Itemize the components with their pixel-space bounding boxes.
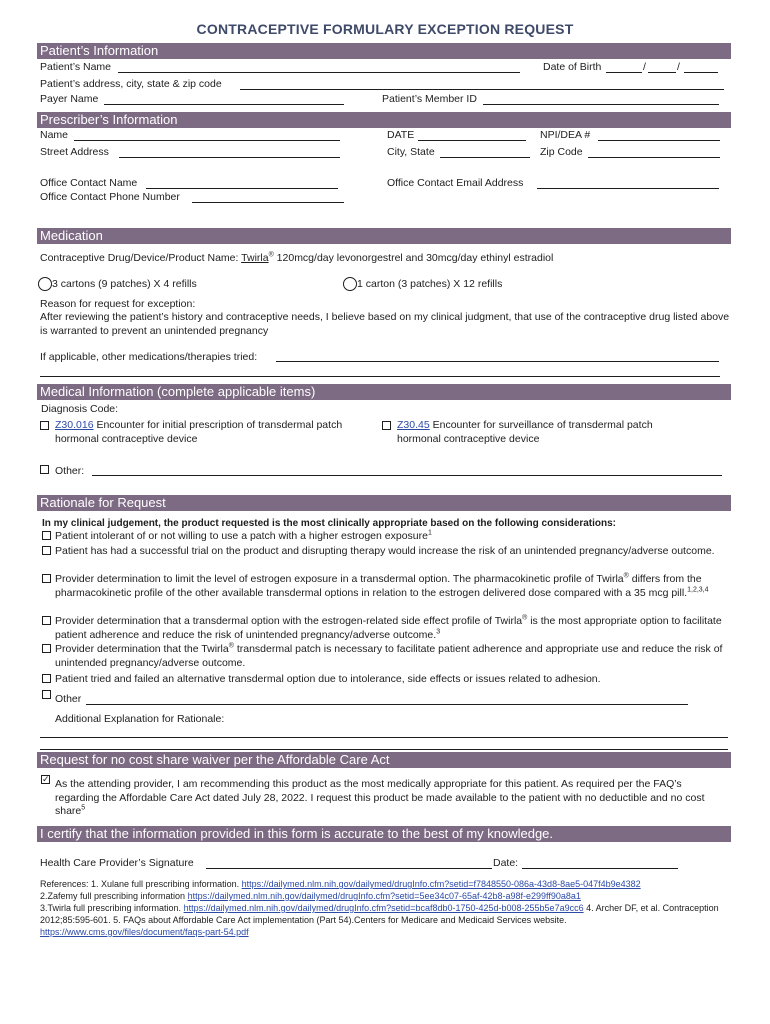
- waiver-statement: [55, 778, 727, 819]
- section-header-prescriber: Prescriber’s Information: [37, 112, 731, 128]
- office-contact-name-field[interactable]: [146, 188, 338, 189]
- registered-mark: ®: [228, 642, 234, 650]
- form-title: CONTRACEPTIVE FORMULARY EXCEPTION REQUEST: [196, 21, 574, 37]
- rationale-item-1-text: Patient intolerant of or not willing to use a patch with a higher estrogen exposure: [55, 530, 428, 542]
- section-header-medication: Medication: [37, 228, 731, 244]
- rationale-item-6-checkbox[interactable]: [42, 674, 51, 683]
- signature-field[interactable]: [206, 868, 492, 869]
- rationale-item-3-text: Provider determination to limit the level of estrogen exposure in a transdermal option. The pharmacokinetic profile of Twirla: [55, 573, 624, 585]
- waiver-text: As the attending provider, I am recommending this product as the most medically appropriate for this patient. As required per the FAQ’s regarding the Affordable Care Act dated July 28, 2022. I request this product be made available to the patient with no deductible and no cost share: [55, 778, 705, 817]
- rationale-item-1: [55, 530, 727, 544]
- diagnosis-other-field[interactable]: [92, 475, 722, 476]
- option-1-carton-label: 1 carton (3 patches) X 12 refills: [357, 278, 503, 290]
- other-meds-field[interactable]: [276, 361, 719, 362]
- patient-name-label: Patient’s Name: [40, 61, 112, 73]
- rationale-item-3: [55, 573, 727, 600]
- reference-3-text: 3.Twirla full prescribing information.: [40, 903, 182, 913]
- waiver-checkbox[interactable]: [41, 775, 50, 784]
- rationale-item-4-text: Provider determination that a transdermal option with the estrogen-related side effect profile of Twirla: [55, 615, 523, 627]
- reference-5-link[interactable]: https://www.cms.gov/files/document/faqs-part-54.pdf: [40, 927, 249, 937]
- rationale-item-6: Patient tried and failed an alternative transdermal option due to intolerance, side effects or issues related to adhesion.: [55, 673, 601, 685]
- section-header-patient: Patient’s Information: [37, 43, 731, 59]
- other-meds-label: If applicable, other medications/therapies tried:: [40, 351, 258, 363]
- option-1-carton-radio[interactable]: [343, 277, 357, 291]
- npi-dea-label: NPI/DEA #: [540, 129, 591, 141]
- rationale-item-5-checkbox[interactable]: [42, 644, 51, 653]
- rationale-item-5-text: Provider determination that the Twirla: [55, 643, 229, 655]
- section-header-rationale: Rationale for Request: [37, 495, 731, 511]
- patient-address-field[interactable]: [240, 89, 724, 90]
- diagnosis-z30016-text: [55, 419, 345, 446]
- rationale-item-3-checkbox[interactable]: [42, 574, 51, 583]
- office-contact-email-label: Office Contact Email Address: [387, 177, 524, 189]
- diagnosis-code-label: Diagnosis Code:: [41, 403, 119, 415]
- additional-explanation-field-line-2[interactable]: [40, 749, 728, 750]
- checkmark-icon: ✓: [42, 774, 50, 784]
- additional-explanation-field[interactable]: [40, 737, 728, 738]
- code-z3045-description: Encounter for surveillance of transdermal patch hormonal contraceptive device: [397, 419, 653, 445]
- street-address-field[interactable]: [119, 157, 340, 158]
- option-3-cartons-radio[interactable]: [38, 277, 52, 291]
- registered-mark: ®: [522, 614, 528, 622]
- rationale-other-field[interactable]: [86, 704, 688, 705]
- office-contact-phone-label: Office Contact Phone Number: [40, 191, 180, 203]
- rationale-item-3-text-cont: differs from the pharmacokinetic profile of the other available transdermal options in relation to the estrogen delivered dose compared with a 35 mcg pill.: [55, 573, 702, 599]
- rationale-item-5: [55, 643, 727, 670]
- street-address-label: Street Address: [40, 146, 109, 158]
- npi-dea-field[interactable]: [598, 140, 720, 141]
- zip-code-field[interactable]: [588, 157, 720, 158]
- product-name-label: Contraceptive Drug/Device/Product Name:: [40, 252, 239, 264]
- diagnosis-z3045-checkbox[interactable]: [382, 421, 391, 430]
- payer-name-field[interactable]: [104, 104, 344, 105]
- date-field[interactable]: [418, 140, 526, 141]
- dob-separator: /: [677, 61, 680, 73]
- rationale-item-2-checkbox[interactable]: [42, 546, 51, 555]
- additional-explanation-label: Additional Explanation for Rationale:: [55, 713, 225, 725]
- diagnosis-z30016-checkbox[interactable]: [40, 421, 49, 430]
- footnote-ref: 3: [436, 628, 441, 635]
- rationale-intro: In my clinical judgement, the product requested is the most clinically appropriate based on the following considerations:: [42, 518, 616, 529]
- rationale-item-1-checkbox[interactable]: [42, 531, 51, 540]
- reference-1-text: References: 1. Xulane full prescribing information.: [40, 879, 240, 889]
- diagnosis-z3045-text: [397, 419, 687, 446]
- member-id-field[interactable]: [483, 104, 719, 105]
- dob-month-field[interactable]: [606, 72, 642, 73]
- product-name-line: [40, 252, 553, 265]
- signature-date-field[interactable]: [522, 868, 678, 869]
- reason-text: After reviewing the patient’s history and contraceptive needs, I believe based on my clinical judgment, that use of the contraceptive drug listed above is warranted to prevent an unintended pregnancy: [40, 311, 730, 337]
- rationale-other-checkbox[interactable]: [42, 690, 51, 699]
- rationale-item-4-checkbox[interactable]: [42, 616, 51, 625]
- city-state-field[interactable]: [440, 157, 530, 158]
- rationale-item-4: [55, 615, 731, 642]
- reference-3-link[interactable]: https://dailymed.nlm.nih.gov/dailymed/drugInfo.cfm?setid=bcaf8db0-1750-425d-b008-255b5e7a9cc6: [183, 903, 584, 913]
- dob-day-field[interactable]: [648, 72, 676, 73]
- payer-name-label: Payer Name: [40, 93, 99, 105]
- reference-2-link[interactable]: https://dailymed.nlm.nih.gov/dailymed/drugInfo.cfm?setid=5ee34c07-65af-42b8-a98f-e299ff90a8a1: [187, 891, 581, 901]
- rationale-other-label: Other: [55, 693, 82, 705]
- office-contact-name-label: Office Contact Name: [40, 177, 138, 189]
- reason-label: Reason for request for exception:: [40, 298, 196, 310]
- prescriber-name-label: Name: [40, 129, 69, 141]
- section-header-waiver: Request for no cost share waiver per the Affordable Care Act: [37, 752, 731, 768]
- code-z30016-description: Encounter for initial prescription of transdermal patch hormonal contraceptive device: [55, 419, 343, 445]
- reference-4-5-text: 4. Archer DF, et al. Contraception 2012;85:595-601. 5. FAQs about Affordable Care Act implementation (Part 54).Centers for Medicare and Medicaid Services website.: [40, 903, 719, 925]
- references: [40, 878, 730, 938]
- city-state-label: City, State: [387, 146, 435, 158]
- rationale-item-5-text-cont: transdermal patch is necessary to facilitate patient adherence and appropriate use and reduce the risk of unintended pregnancy/adverse outcome.: [55, 643, 723, 669]
- footnote-ref: 5: [81, 804, 86, 812]
- rationale-item-2: Patient has had a successful trial on the product and disrupting therapy would increase the risk of an unintended pregnancy/adverse outcome.: [55, 545, 715, 557]
- office-contact-email-field[interactable]: [537, 188, 719, 189]
- product-description: 120mcg/day levonorgestrel and 30mcg/day ethinyl estradiol: [276, 252, 554, 264]
- registered-mark: ®: [623, 572, 629, 580]
- dob-label: Date of Birth: [543, 61, 602, 73]
- date-label: DATE: [387, 129, 415, 141]
- code-z30016-link[interactable]: Z30.016: [55, 419, 94, 431]
- reference-2-text: 2.Zafemy full prescribing information: [40, 891, 186, 901]
- prescriber-name-field[interactable]: [74, 140, 340, 141]
- section-header-medical: Medical Information (complete applicable items): [37, 384, 731, 400]
- diagnosis-other-label: Other:: [55, 465, 85, 477]
- other-meds-field-line-2[interactable]: [40, 376, 720, 377]
- zip-code-label: Zip Code: [540, 146, 583, 158]
- option-3-cartons-label: 3 cartons (9 patches) X 4 refills: [52, 278, 197, 290]
- dob-separator: /: [643, 61, 646, 73]
- reference-1-link[interactable]: https://dailymed.nlm.nih.gov/dailymed/drugInfo.cfm?setid=f7848550-086a-43d8-8ae5-047f4b9e4382: [241, 879, 641, 889]
- footnote-ref: 1: [427, 529, 432, 537]
- office-contact-phone-field[interactable]: [192, 202, 344, 203]
- patient-name-field[interactable]: [118, 72, 520, 73]
- code-z3045-link[interactable]: Z30.45: [397, 419, 430, 431]
- rationale-item-4-text-cont: is the most appropriate option to facilitate patient adherence and reduce the risk of unintended pregnancy/adverse outcome.: [55, 615, 722, 641]
- diagnosis-other-checkbox[interactable]: [40, 465, 49, 474]
- section-header-certify: I certify that the information provided in this form is accurate to the best of my knowledge.: [37, 826, 731, 842]
- dob-year-field[interactable]: [684, 72, 718, 73]
- member-id-label: Patient’s Member ID: [382, 93, 477, 105]
- product-brand: Twirla: [241, 252, 269, 264]
- footnote-ref: 1,2,3,4: [687, 586, 709, 593]
- signature-label: Health Care Provider’s Signature: [40, 857, 194, 869]
- signature-date-label: Date:: [493, 857, 519, 869]
- patient-address-label: Patient’s address, city, state & zip code: [40, 78, 222, 90]
- registered-mark: ®: [268, 251, 274, 259]
